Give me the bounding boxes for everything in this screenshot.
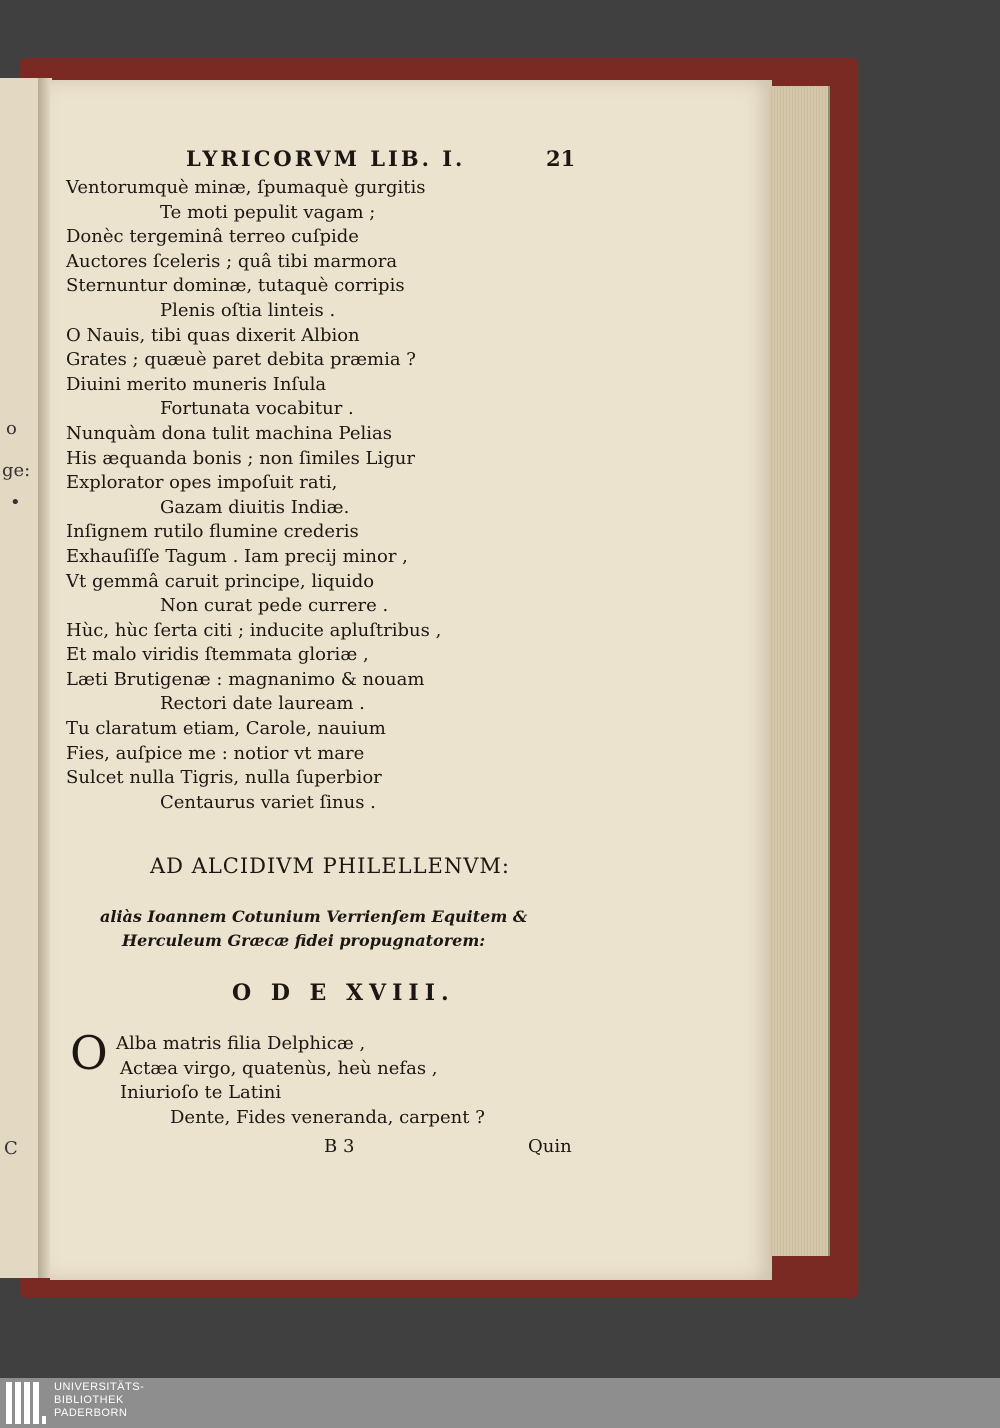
poem-title: AD ALCIDIVM PHILELLENVM: — [150, 854, 510, 878]
verse-line: Exhauſiſſe Tagum . Iam precij minor , — [66, 545, 408, 567]
left-page-fragment: • — [10, 492, 21, 513]
verse-line: Sulcet nulla Tigris, nulla ſuperbior — [66, 767, 382, 789]
verse-line: Explorator opes impoſuit rati, — [66, 472, 338, 494]
verse-line: O Nauis, tibi quas dixerit Albion — [66, 324, 360, 346]
verse-line: Diuini merito muneris Inſula — [66, 373, 327, 395]
drop-cap: O — [70, 1026, 108, 1080]
verse-line: Te moti pepulit vagam ; — [160, 201, 376, 223]
verse-line: Inſignem rutilo flumine crederis — [66, 521, 359, 543]
verse-line: Plenis oſtia linteis . — [160, 299, 336, 321]
verse-line: Centaurus variet ſinus . — [160, 791, 376, 813]
verse-line: Fortunata vocabitur . — [160, 398, 354, 420]
ode-heading: O D E XVIII. — [232, 980, 455, 1006]
catchword: Quin — [528, 1136, 572, 1157]
verse-block — [66, 176, 606, 815]
verse-line: Donèc tergeminâ terreo cuſpide — [66, 226, 359, 248]
verse-line: Non curat pede currere . — [160, 595, 389, 617]
left-page-fragment: o — [6, 418, 17, 439]
library-logo-icon — [6, 1382, 46, 1424]
verse-line: Rectori date lauream . — [160, 693, 365, 715]
library-name-line: UNIVERSITÄTS- — [54, 1381, 145, 1393]
left-page-fragment: C — [4, 1138, 18, 1159]
page-edges — [770, 86, 830, 1256]
signature-mark: B 3 — [324, 1136, 355, 1157]
subtitle-line: Herculeum Græcæ fidei propugnatorem: — [122, 931, 486, 950]
poem-subtitle — [100, 905, 600, 953]
ode-text — [116, 1032, 576, 1130]
library-footer — [0, 1378, 1000, 1428]
verse-line: Vt gemmâ caruit principe, liquido — [66, 570, 375, 592]
running-head: LYRICORVM LIB. I. — [186, 146, 466, 171]
verse-line: Tu claratum etiam, Carole, nauium — [66, 718, 386, 740]
page-number: 21 — [546, 146, 576, 171]
verse-line: Ventorumquè minæ, ſpumaquè gurgitis — [66, 177, 426, 198]
verse-line: His æquanda bonis ; non ſimiles Ligur — [66, 447, 415, 469]
verse-line: Hùc, hùc ſerta citi ; inducite apluſtribus , — [66, 619, 442, 641]
verse-line: Sternuntur dominæ, tutaquè corripis — [66, 275, 405, 297]
verse-line: Nunquàm dona tulit machina Pelias — [66, 422, 392, 444]
ode-line: Iniurioſo te Latini — [120, 1082, 282, 1104]
verse-line: Fies, auſpice me : notior vt mare — [66, 742, 365, 764]
library-name — [54, 1381, 144, 1420]
library-name-line: BIBLIOTHEK — [54, 1394, 124, 1406]
left-page-fragment: ge: — [2, 460, 31, 481]
verse-line: Et malo viridis ſtemmata gloriæ , — [66, 644, 369, 666]
library-name-line: PADERBORN — [54, 1407, 128, 1419]
ode-line: Actæa virgo, quatenùs, heù nefas , — [120, 1057, 438, 1079]
subtitle-line: aliàs Ioannem Cotunium Verrienſem Equitem & — [100, 907, 528, 926]
verse-line: Læti Brutigenæ : magnanimo & nouam — [66, 668, 425, 690]
verse-line: Auctores ſceleris ; quâ tibi marmora — [66, 250, 398, 272]
ode-line: Alba matris filia Delphicæ , — [116, 1033, 366, 1054]
verse-line: Grates ; quæuè paret debita præmia ? — [66, 349, 416, 371]
ode-line: Dente, Fides veneranda, carpent ? — [170, 1106, 485, 1128]
verse-line: Gazam diuitis Indiæ. — [160, 496, 350, 518]
